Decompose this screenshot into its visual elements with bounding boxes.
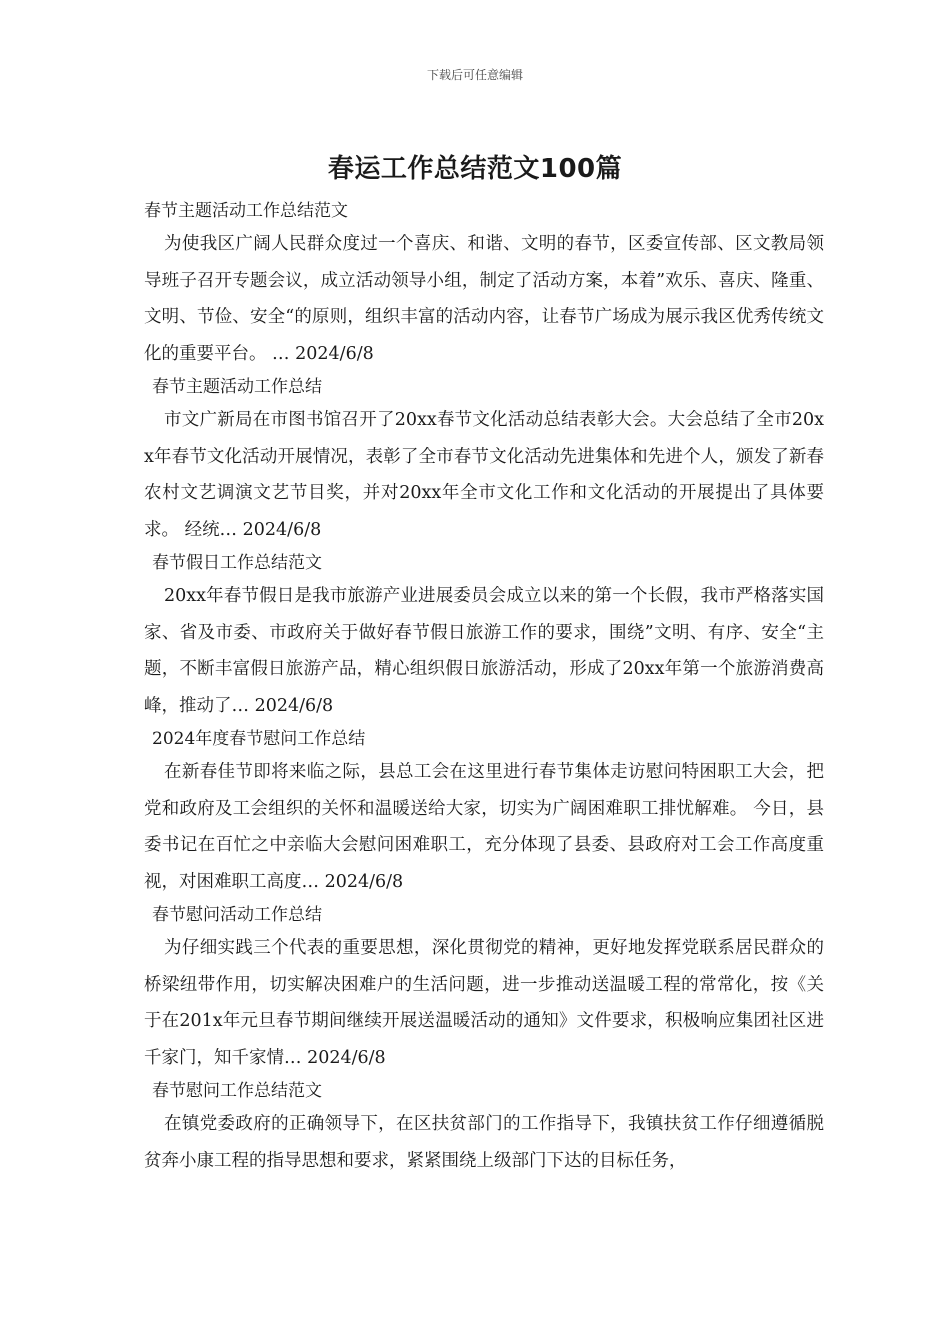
section-5 xyxy=(144,900,824,1076)
section-date: 2024/6/8 xyxy=(307,1047,386,1068)
section-date: 2024/6/8 xyxy=(295,343,374,364)
section-heading: 春节主题活动工作总结范文 xyxy=(144,201,348,221)
section-date: 2024/6/8 xyxy=(254,695,334,716)
section-text: 为仔细实践三个代表的重要思想，深化贯彻党的精神，更好地发挥党联系居民群众的桥梁纽带作用，切实解决困难户的生活问题，进一步推动送温暖工程的常常化，按《关于在201x年元旦春节期间继续开展送温暖活动的通知》文件要求，积极响应集团社区进千家门，知千家情… xyxy=(144,938,824,1068)
section-body xyxy=(144,402,824,548)
section-text: 市文广新局在市图书馆召开了20xx春节文化活动总结表彰大会。大会总结了全市20xx年春节文化活动开展情况，表彰了全市春节文化活动先进集体和先进个人，颁发了新春农村文艺调演文艺节目奖，并对20xx年全市文化工作和文化活动的开展提出了具体要求。 经统… xyxy=(144,410,824,540)
section-body xyxy=(144,754,824,900)
section-date: 2024/6/8 xyxy=(242,519,322,540)
section-heading: 春节假日工作总结范文 xyxy=(152,553,322,573)
page-header-note: 下载后可任意编辑 xyxy=(426,68,523,82)
document-title: 春运工作总结范文100篇 xyxy=(327,154,623,184)
section-heading: 春节慰问工作总结范文 xyxy=(152,1081,322,1101)
section-6 xyxy=(144,1076,824,1179)
section-heading: 春节慰问活动工作总结 xyxy=(152,905,322,925)
section-body xyxy=(144,1106,824,1179)
section-date: 2024/6/8 xyxy=(324,871,404,892)
section-body xyxy=(144,930,824,1076)
section-text: 20xx年春节假日是我市旅游产业进展委员会成立以来的第一个长假，我市严格落实国家、省及市委、市政府关于做好春节假日旅游工作的要求，围绕”文明、有序、安全“主题，不断丰富假日旅游产品，精心组织假日旅游活动，形成了20xx年第一个旅游消费高峰，推动了… xyxy=(144,586,824,716)
document-body xyxy=(144,196,824,1179)
section-text: 在镇党委政府的正确领导下，在区扶贫部门的工作指导下，我镇扶贫工作仔细遵循脱贫奔小康工程的指导思想和要求，紧紧围绕上级部门下达的目标任务， xyxy=(144,1114,824,1171)
section-3 xyxy=(144,548,824,724)
section-1 xyxy=(144,196,824,372)
section-text: 在新春佳节即将来临之际，县总工会在这里进行春节集体走访慰问特困职工大会，把党和政府及工会组织的关怀和温暖送给大家，切实为广阔困难职工排忧解难。 今日，县委书记在百忙之中亲临大会慰问困难职工，充分体现了县委、县政府对工会工作高度重视，对困难职工高度… xyxy=(144,762,824,892)
section-body xyxy=(144,578,824,724)
section-2 xyxy=(144,372,824,548)
section-text: 为使我区广阔人民群众度过一个喜庆、和谐、文明的春节，区委宣传部、区文教局领导班子召开专题会议，成立活动领导小组，制定了活动方案，本着”欢乐、喜庆、隆重、文明、节俭、安全“的原则，组织丰富的活动内容，让春节广场成为展示我区优秀传统文化的重要平台。 … xyxy=(144,234,824,364)
section-heading: 春节主题活动工作总结 xyxy=(152,377,322,397)
section-4 xyxy=(144,724,824,900)
section-body xyxy=(144,226,824,372)
section-heading: 2024年度春节慰问工作总结 xyxy=(152,729,366,749)
